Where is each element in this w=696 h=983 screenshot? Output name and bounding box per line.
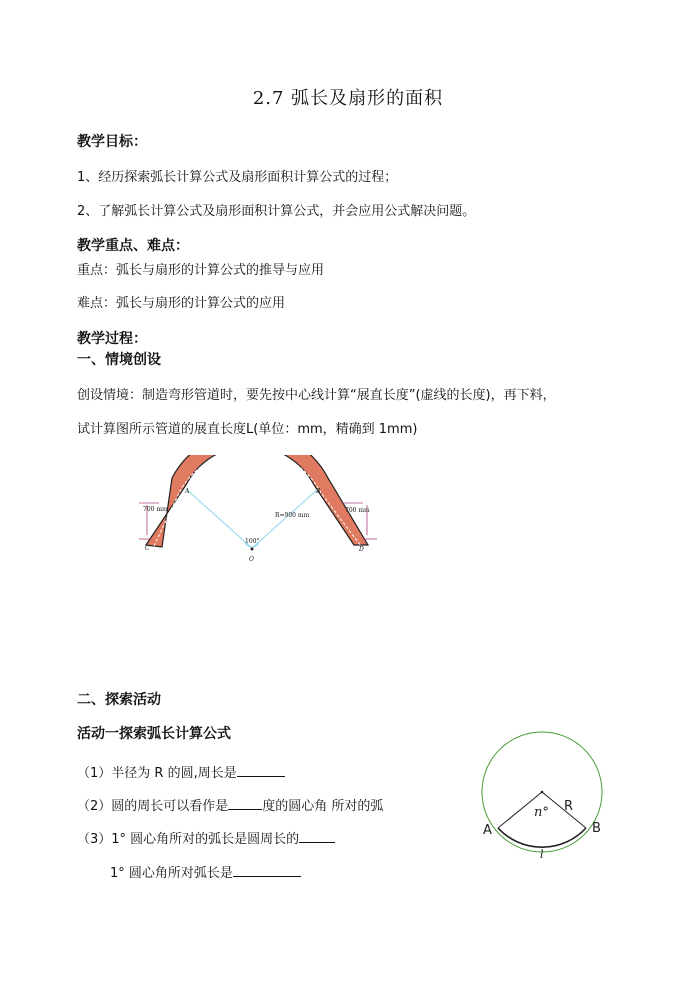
scenario-line-1: 创设情境：制造弯形管道时，要先按中心线计算“展直长度”(虚线的长度)，再下料， (77, 388, 556, 403)
question-4-text: 1° 圆心角所对弧长是 (110, 866, 233, 881)
goals-heading: 教学目标： (77, 134, 147, 150)
question-4 (110, 862, 301, 881)
answer-blank-2[interactable] (228, 797, 262, 810)
center-point-o (251, 548, 254, 551)
question-2 (77, 795, 383, 814)
circle-center (541, 791, 544, 794)
point-c-label: C (145, 545, 150, 552)
keypoints-heading: 教学重点、难点： (77, 238, 189, 254)
answer-blank-4[interactable] (233, 864, 301, 877)
label-r: R (564, 799, 574, 814)
goal-item-2: 2、了解弧长计算公式及扇形面积计算公式，并会应用公式解决问题。 (77, 204, 476, 219)
activity-heading: 活动一探索弧长计算公式 (77, 726, 231, 742)
question-2-text-b: 度的圆心角 所对的弧 (262, 799, 384, 814)
left-length-label: 700 mm (143, 506, 168, 513)
page-title: 2.7 弧长及扇形的面积 (252, 88, 444, 109)
pipe-diagram (135, 455, 380, 570)
section-1-heading: 一、情境创设 (77, 352, 161, 368)
label-l: l (540, 848, 544, 860)
radius-label: R=900 mm (275, 512, 310, 519)
point-o-label: O (249, 556, 254, 563)
difficult-point: 难点：弧长与扇形的计算公式的应用 (77, 296, 286, 311)
angle-label: 100° (245, 538, 260, 545)
question-1 (77, 762, 285, 781)
circle-diagram (478, 728, 610, 860)
process-heading: 教学过程： (77, 331, 147, 347)
point-d-label: D (359, 546, 364, 553)
answer-blank-3[interactable] (299, 830, 335, 843)
label-b: B (592, 821, 601, 836)
key-point: 重点：弧长与扇形的计算公式的推导与应用 (77, 263, 325, 278)
scenario-line-2: 试计算图所示管道的展直长度L(单位：mm，精确到 1mm) (77, 422, 418, 437)
answer-blank-1[interactable] (237, 764, 285, 777)
pipe-body (146, 455, 368, 547)
label-n: n° (534, 805, 549, 820)
point-a-label: A (185, 488, 190, 495)
question-1-text: （1）半径为 R 的圆,周长是 (77, 766, 237, 781)
question-3 (77, 828, 335, 847)
arc-l (498, 828, 586, 847)
question-2-text-a: （2）圆的周长可以看作是 (77, 799, 229, 814)
section-2-heading: 二、探索活动 (77, 692, 161, 708)
label-a: A (483, 823, 492, 838)
question-3-text: （3）1° 圆心角所对的弧长是圆周长的 (77, 832, 300, 847)
radius-line-left (186, 489, 252, 548)
right-length-label: 700 mm (345, 507, 370, 514)
goal-item-1: 1、经历探索弧长计算公式及扇形面积计算公式的过程； (77, 170, 398, 185)
point-b-label: B (316, 488, 321, 495)
